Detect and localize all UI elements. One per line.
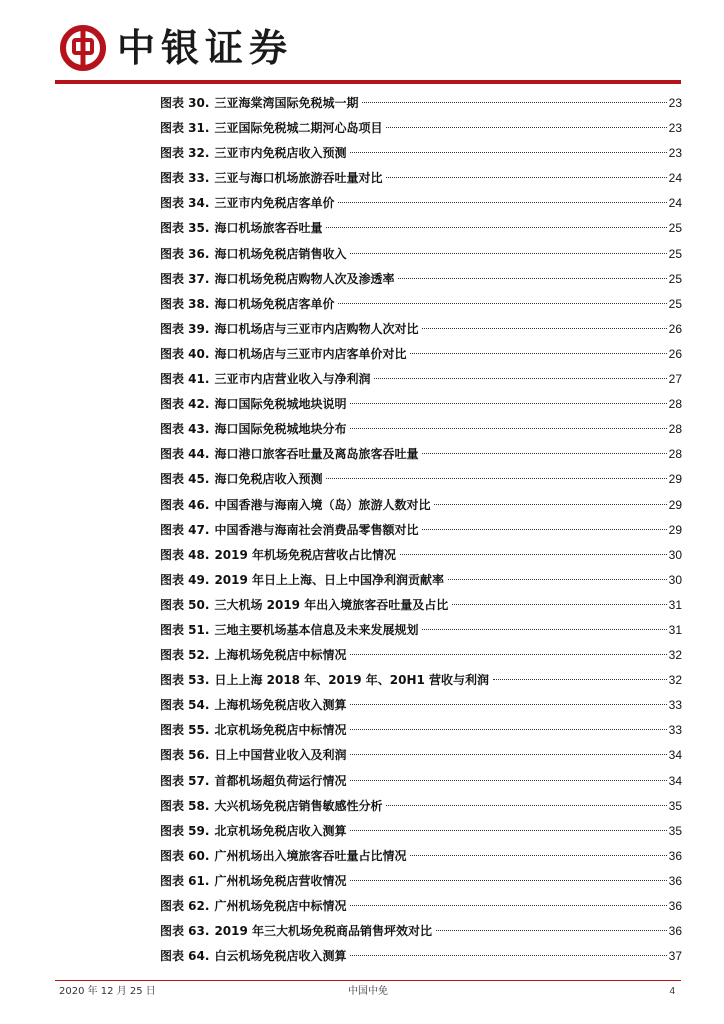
toc-entry[interactable] bbox=[160, 216, 682, 241]
toc-dot-leader bbox=[326, 478, 666, 479]
toc-entry[interactable] bbox=[160, 166, 682, 191]
toc-entry-title: 北京机场免税店中标情况 bbox=[214, 723, 347, 738]
toc-entry-label: 图表 30. bbox=[160, 96, 210, 110]
toc-dot-leader bbox=[422, 529, 666, 530]
toc-entry-title: 广州机场免税店中标情况 bbox=[214, 899, 347, 913]
toc-entry[interactable] bbox=[160, 242, 682, 267]
toc-entry-title: 三亚国际免税城二期河心岛项目 bbox=[214, 121, 383, 136]
toc-entry-title: 海口机场旅客吞吐量 bbox=[214, 221, 323, 236]
toc-entry-page: 25 bbox=[668, 221, 682, 236]
toc-entry[interactable] bbox=[160, 442, 682, 467]
toc-entry-page: 33 bbox=[668, 723, 682, 738]
toc-dot-leader bbox=[350, 152, 666, 153]
toc-entry-title: 三亚市内免税店客单价 bbox=[214, 196, 335, 211]
toc-dot-leader bbox=[422, 629, 666, 630]
toc-dot-leader bbox=[386, 127, 666, 128]
toc-entry-title: 上海机场免税店中标情况 bbox=[214, 648, 347, 663]
toc-entry[interactable] bbox=[160, 869, 682, 894]
brand-name: 中银证券 bbox=[117, 25, 294, 70]
toc-entry-title: 三亚市内免税店收入预测 bbox=[214, 146, 347, 161]
toc-dot-leader bbox=[350, 880, 666, 881]
toc-entry-label: 图表 62. bbox=[160, 899, 210, 913]
toc-entry[interactable] bbox=[160, 794, 682, 819]
toc-entry-label: 图表 52. bbox=[160, 648, 210, 663]
toc-entry-label: 图表 41. bbox=[160, 372, 210, 387]
toc-entry-title: 广州机场出入境旅客吞吐量占比情况 bbox=[214, 848, 407, 863]
toc-entry-page: 26 bbox=[668, 321, 682, 336]
toc-entry[interactable] bbox=[160, 919, 682, 944]
toc-entry-page: 23 bbox=[668, 121, 682, 136]
toc-entry[interactable] bbox=[160, 91, 682, 116]
toc-entry-title: 日上中国营业收入及利润 bbox=[214, 748, 347, 763]
toc-entry[interactable] bbox=[160, 191, 682, 216]
toc-entry-label: 图表 48. bbox=[160, 547, 210, 562]
toc-dot-leader bbox=[410, 855, 666, 856]
toc-entry[interactable] bbox=[160, 267, 682, 292]
toc-entry-label: 图表 38. bbox=[160, 296, 210, 311]
toc-entry[interactable] bbox=[160, 944, 682, 969]
toc-entry-title: 2019 年日上上海、日上中国净利润贡献率 bbox=[214, 572, 445, 587]
toc-entry-page: 32 bbox=[668, 673, 682, 688]
toc-entry-page: 35 bbox=[668, 823, 682, 838]
toc-entry-title: 北京机场免税店收入测算 bbox=[214, 823, 347, 838]
toc-entry-label: 图表 54. bbox=[160, 698, 210, 713]
toc-dot-leader bbox=[350, 754, 666, 755]
toc-entry[interactable] bbox=[160, 543, 682, 568]
toc-entry[interactable] bbox=[160, 292, 682, 317]
toc-dot-leader bbox=[386, 177, 666, 178]
toc-entry[interactable] bbox=[160, 693, 682, 718]
toc-entry-title: 大兴机场免税店销售敏感性分析 bbox=[214, 798, 383, 813]
toc-entry-label: 图表 50. bbox=[160, 597, 210, 612]
toc-entry-title: 中国香港与海南入境（岛）旅游人数对比 bbox=[214, 497, 431, 512]
toc-entry-page: 36 bbox=[668, 924, 682, 939]
toc-entry-page: 36 bbox=[668, 873, 682, 888]
toc-entry[interactable] bbox=[160, 894, 682, 919]
toc-dot-leader bbox=[350, 654, 666, 655]
toc-entry-title: 上海机场免税店收入测算 bbox=[214, 698, 347, 713]
toc-dot-leader bbox=[436, 930, 667, 931]
toc-entry[interactable] bbox=[160, 718, 682, 743]
toc-entry-title: 三地主要机场基本信息及未来发展规划 bbox=[214, 622, 419, 637]
toc-entry-label: 图表 39. bbox=[160, 321, 210, 336]
toc-entry-label: 图表 51. bbox=[160, 622, 210, 637]
toc-entry-page: 29 bbox=[668, 522, 682, 537]
toc-entry-page: 36 bbox=[668, 848, 682, 863]
page-footer bbox=[55, 984, 681, 1000]
toc-dot-leader bbox=[350, 428, 666, 429]
toc-entry[interactable] bbox=[160, 568, 682, 593]
toc-entry-title: 广州机场免税店营收情况 bbox=[214, 873, 347, 888]
toc-dot-leader bbox=[338, 303, 666, 304]
toc-entry-label: 图表 55. bbox=[160, 723, 210, 738]
toc-entry-page: 28 bbox=[668, 397, 682, 412]
toc-entry-title: 2019 年三大机场免税商品销售坪效对比 bbox=[214, 924, 433, 939]
toc-dot-leader bbox=[452, 604, 666, 605]
toc-entry-page: 33 bbox=[668, 698, 682, 713]
footer-date: 2020 年 12 月 25 日 bbox=[59, 986, 156, 997]
toc-entry-title: 海口港口旅客吞吐量及离岛旅客吞吐量 bbox=[214, 447, 419, 462]
toc-entry-page: 25 bbox=[668, 296, 682, 311]
toc-dot-leader bbox=[422, 328, 666, 329]
page-header bbox=[55, 22, 683, 82]
toc-entry-label: 图表 59. bbox=[160, 823, 210, 838]
toc-entry-title: 三亚海棠湾国际免税城一期 bbox=[214, 96, 359, 110]
toc-dot-leader bbox=[434, 504, 666, 505]
toc-dot-leader bbox=[362, 102, 666, 103]
toc-dot-leader bbox=[422, 453, 666, 454]
toc-entry-title: 海口机场免税店客单价 bbox=[214, 296, 335, 311]
toc-entry[interactable] bbox=[160, 668, 682, 693]
toc-entry-page: 31 bbox=[668, 597, 682, 612]
toc-entry-page: 30 bbox=[668, 572, 682, 587]
toc-entry-label: 图表 61. bbox=[160, 873, 210, 888]
toc-dot-leader bbox=[350, 403, 666, 404]
toc-dot-leader bbox=[398, 278, 666, 279]
toc-entry-page: 26 bbox=[668, 346, 682, 361]
toc-entry-title: 三大机场 2019 年出入境旅客吞吐量及占比 bbox=[214, 597, 449, 612]
toc-entry[interactable] bbox=[160, 141, 682, 166]
toc-entry-label: 图表 49. bbox=[160, 572, 210, 587]
toc-entry-title: 三亚市内店营业收入与净利润 bbox=[214, 372, 371, 387]
toc-entry-page: 28 bbox=[668, 447, 682, 462]
toc-entry-title: 海口免税店收入预测 bbox=[214, 472, 323, 487]
toc-dot-leader bbox=[350, 780, 666, 781]
toc-entry-label: 图表 31. bbox=[160, 121, 210, 136]
toc-entry-label: 图表 63. bbox=[160, 924, 210, 939]
toc-dot-leader bbox=[493, 679, 667, 680]
toc-dot-leader bbox=[350, 905, 666, 906]
toc-entry-page: 23 bbox=[668, 146, 682, 161]
toc-entry-page: 27 bbox=[668, 372, 682, 387]
bank-of-china-logo-icon bbox=[59, 24, 107, 72]
toc-dot-leader bbox=[350, 253, 666, 254]
toc-entry-page: 36 bbox=[668, 899, 682, 913]
footer-page-number: 4 bbox=[669, 986, 675, 997]
toc-entry-page: 32 bbox=[668, 648, 682, 663]
toc-entry-label: 图表 46. bbox=[160, 497, 210, 512]
toc-entry-label: 图表 33. bbox=[160, 171, 210, 186]
toc-entry[interactable] bbox=[160, 643, 682, 668]
toc-dot-leader bbox=[326, 227, 666, 228]
toc-entry-label: 图表 64. bbox=[160, 949, 210, 964]
toc-entry-title: 海口国际免税城地块说明 bbox=[214, 397, 347, 412]
toc-entry-label: 图表 32. bbox=[160, 146, 210, 161]
header-divider bbox=[55, 80, 681, 84]
toc-entry[interactable] bbox=[160, 392, 682, 417]
toc-dot-leader bbox=[338, 202, 666, 203]
toc-entry-page: 29 bbox=[668, 497, 682, 512]
table-of-figures bbox=[160, 91, 682, 969]
toc-entry-label: 图表 40. bbox=[160, 346, 210, 361]
toc-entry-page: 25 bbox=[668, 246, 682, 261]
toc-entry-label: 图表 53. bbox=[160, 673, 210, 688]
toc-dot-leader bbox=[448, 579, 667, 580]
toc-entry-label: 图表 35. bbox=[160, 221, 210, 236]
toc-entry[interactable] bbox=[160, 467, 682, 492]
toc-entry-label: 图表 45. bbox=[160, 472, 210, 487]
toc-dot-leader bbox=[386, 805, 666, 806]
toc-entry[interactable] bbox=[160, 367, 682, 392]
toc-entry-page: 31 bbox=[668, 622, 682, 637]
toc-entry[interactable] bbox=[160, 769, 682, 794]
toc-dot-leader bbox=[350, 704, 666, 705]
toc-entry-title: 海口机场店与三亚市内店客单价对比 bbox=[214, 346, 407, 361]
toc-entry-page: 34 bbox=[668, 748, 682, 763]
toc-entry-label: 图表 43. bbox=[160, 422, 210, 437]
toc-entry-label: 图表 37. bbox=[160, 271, 210, 286]
toc-entry-label: 图表 47. bbox=[160, 522, 210, 537]
toc-entry[interactable] bbox=[160, 342, 682, 367]
toc-entry-title: 日上上海 2018 年、2019 年、20H1 营收与利润 bbox=[214, 673, 490, 688]
toc-entry[interactable] bbox=[160, 618, 682, 643]
toc-entry-title: 三亚与海口机场旅游吞吐量对比 bbox=[214, 171, 383, 186]
toc-entry-page: 37 bbox=[668, 949, 682, 964]
toc-dot-leader bbox=[350, 955, 666, 956]
toc-entry-label: 图表 34. bbox=[160, 196, 210, 211]
toc-entry-title: 海口机场店与三亚市内店购物人次对比 bbox=[214, 321, 419, 336]
toc-dot-leader bbox=[374, 378, 666, 379]
toc-entry[interactable] bbox=[160, 743, 682, 768]
toc-entry-title: 首都机场超负荷运行情况 bbox=[214, 773, 347, 788]
footer-company: 中国中免 bbox=[348, 986, 388, 997]
toc-entry-label: 图表 56. bbox=[160, 748, 210, 763]
toc-entry-label: 图表 42. bbox=[160, 397, 210, 412]
toc-dot-leader bbox=[350, 729, 666, 730]
toc-entry-page: 30 bbox=[668, 547, 682, 562]
toc-entry-title: 2019 年机场免税店营收占比情况 bbox=[214, 547, 397, 562]
toc-dot-leader bbox=[350, 830, 666, 831]
toc-dot-leader bbox=[410, 353, 666, 354]
toc-entry-title: 白云机场免税店收入测算 bbox=[214, 949, 347, 964]
toc-entry-page: 34 bbox=[668, 773, 682, 788]
toc-entry-label: 图表 60. bbox=[160, 848, 210, 863]
toc-entry[interactable] bbox=[160, 317, 682, 342]
toc-entry-label: 图表 44. bbox=[160, 447, 210, 462]
toc-entry-page: 35 bbox=[668, 798, 682, 813]
footer-divider bbox=[55, 980, 681, 981]
toc-entry-title: 中国香港与海南社会消费品零售额对比 bbox=[214, 522, 419, 537]
toc-entry[interactable] bbox=[160, 116, 682, 141]
toc-entry-page: 25 bbox=[668, 271, 682, 286]
toc-entry-page: 24 bbox=[668, 196, 682, 211]
toc-entry-page: 28 bbox=[668, 422, 682, 437]
toc-entry-title: 海口国际免税城地块分布 bbox=[214, 422, 347, 437]
toc-entry[interactable] bbox=[160, 518, 682, 543]
toc-entry-page: 23 bbox=[668, 96, 682, 110]
toc-entry[interactable] bbox=[160, 493, 682, 518]
toc-entry[interactable] bbox=[160, 819, 682, 844]
toc-entry-page: 24 bbox=[668, 171, 682, 186]
toc-entry-label: 图表 57. bbox=[160, 773, 210, 788]
toc-entry-label: 图表 36. bbox=[160, 246, 210, 261]
toc-entry[interactable] bbox=[160, 593, 682, 618]
toc-entry[interactable] bbox=[160, 844, 682, 869]
toc-entry-page: 29 bbox=[668, 472, 682, 487]
toc-dot-leader bbox=[400, 554, 667, 555]
toc-entry-title: 海口机场免税店销售收入 bbox=[214, 246, 347, 261]
toc-entry[interactable] bbox=[160, 417, 682, 442]
toc-entry-title: 海口机场免税店购物人次及渗透率 bbox=[214, 271, 395, 286]
toc-entry-label: 图表 58. bbox=[160, 798, 210, 813]
